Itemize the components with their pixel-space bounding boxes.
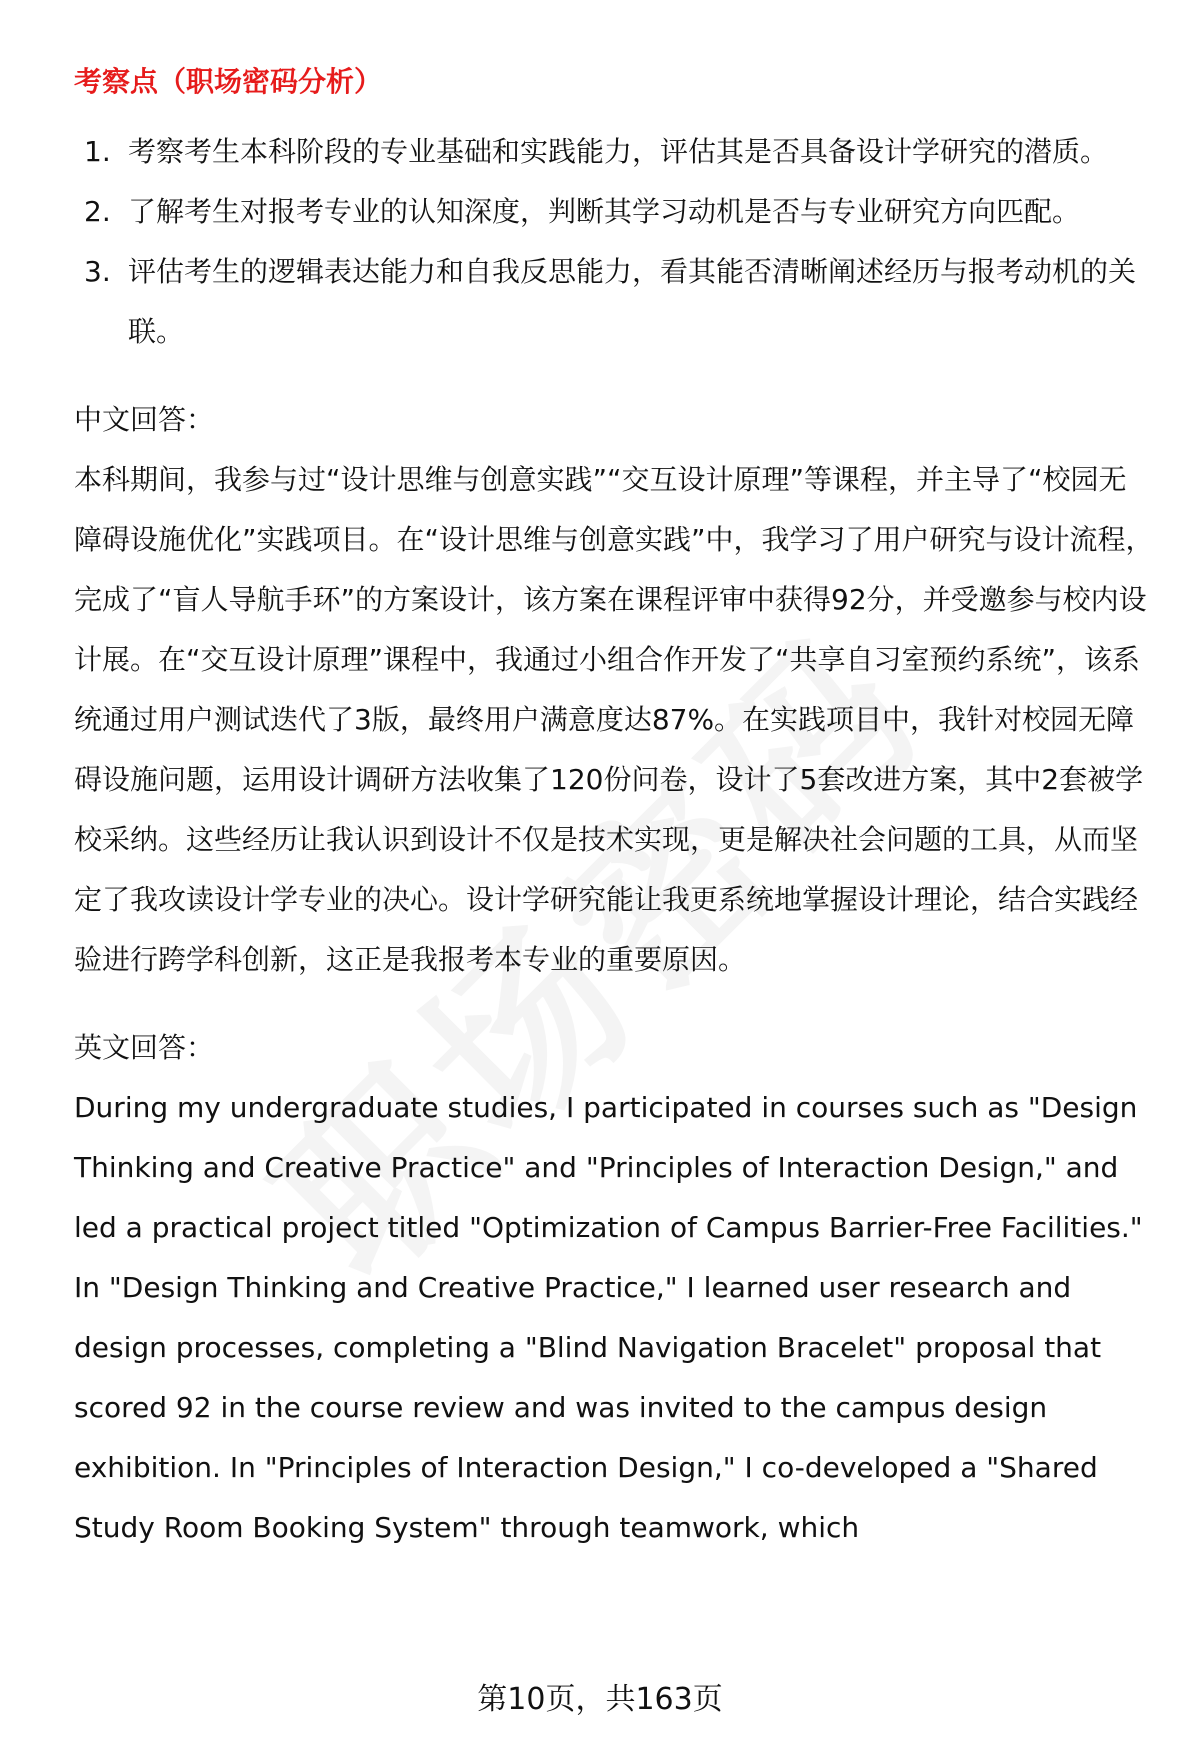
point-number: 1.: [84, 135, 111, 168]
content: [74, 52, 1154, 1558]
assessment-point: [74, 242, 1154, 362]
point-text: 考察考生本科阶段的专业基础和实践能力，评估其是否具备设计学研究的潜质。: [128, 135, 1109, 168]
point-text: 了解考生对报考专业的认知深度，判断其学习动机是否与专业研究方向匹配。: [128, 195, 1081, 228]
assessment-point: [74, 122, 1154, 182]
point-number: 2.: [84, 195, 111, 228]
assessment-points-list: [74, 122, 1154, 362]
section-title: 考察点（职场密码分析）: [74, 65, 383, 98]
point-number: 3.: [84, 255, 111, 288]
english-answer-label: 英文回答：: [74, 1031, 215, 1064]
chinese-answer-body: 本科期间，我参与过“设计思维与创意实践”“交互设计原理”等课程，并主导了“校园无障碍设施优化”实践项目。在“设计思维与创意实践”中，我学习了用户研究与设计流程，完成了“盲人导航手环”的方案设计，该方案在课程评审中获得92分，并受邀参与校内设计展。在“交互设计原理”课程中，我通过小组合作开发了“共享自习室预约系统”，该系统通过用户测试迭代了3版，最终用户满意度达87%。在实践项目中，我针对校园无障碍设施问题，运用设计调研方法收集了120份问卷，设计了5套改进方案，其中2套被学校采纳。这些经历让我认识到设计不仅是技术实现，更是解决社会问题的工具，从而坚定了我攻读设计学专业的决心。设计学研究能让我更系统地掌握设计理论，结合实践经验进行跨学科创新，这正是我报考本专业的重要原因。: [74, 463, 1154, 976]
assessment-point: [74, 182, 1154, 242]
english-answer-body: During my undergraduate studies, I participated in courses such as "Design Thinking and Creative Practice" and "Principles of Interaction Design," and led a practical project titled "Optimization of Campus Barrier-Free Facilities." In "Design Thinking and Creative Practice," I learned user research and design processes, completing a "Blind Navigation Bracelet" proposal that scored 92 in the course review and was invited to the campus design exhibition. In "Principles of Interaction Design," I co-developed a "Shared Study Room Booking System" through teamwork, which: [74, 1091, 1143, 1544]
point-text: 评估考生的逻辑表达能力和自我反思能力，看其能否清晰阐述经历与报考动机的关联。: [128, 255, 1137, 348]
page-number: 第10页，共163页: [477, 1682, 723, 1717]
chinese-answer-label: 中文回答：: [74, 403, 215, 436]
